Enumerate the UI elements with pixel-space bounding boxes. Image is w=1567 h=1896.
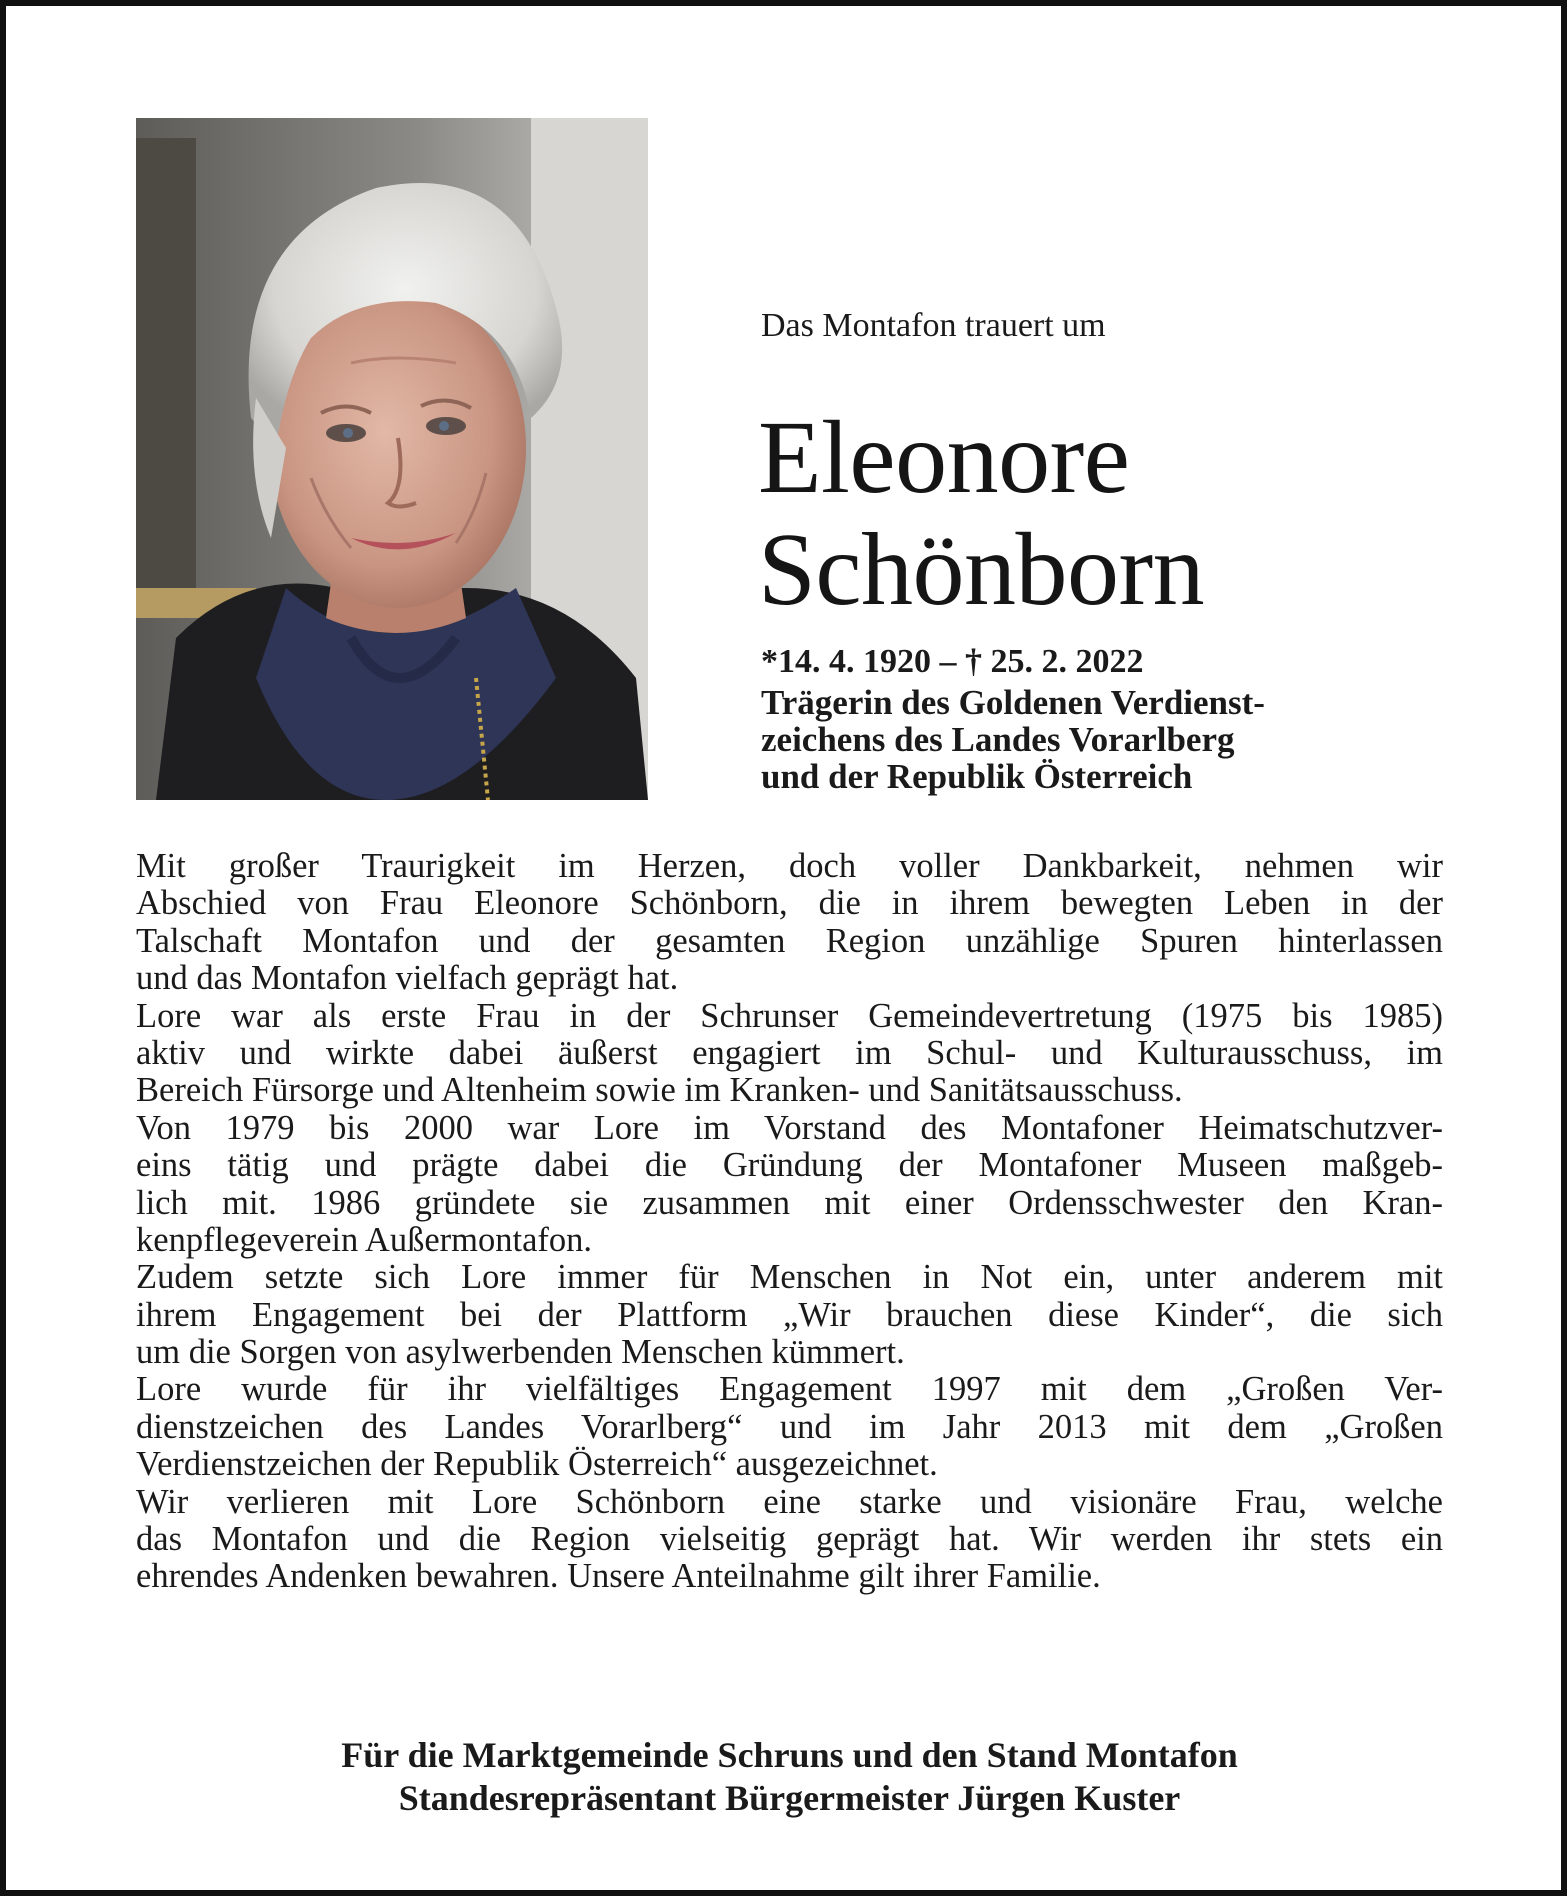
body-line: Wir verlieren mit Lore Schönborn eine starke und visionäre Frau, welche xyxy=(136,1482,1443,1521)
body-line: um die Sorgen von asylwerbenden Menschen kümmert. xyxy=(136,1333,905,1372)
deceased-name xyxy=(758,402,1204,626)
signature-line-representative: Standesrepräsentant Bürgermeister Jürgen Kuster xyxy=(398,1778,1181,1818)
portrait-illustration xyxy=(136,118,648,800)
body-line: eins tätig und prägte dabei die Gründung der Montafoner Museen maßgeb- xyxy=(136,1146,1443,1185)
award-line: und der Republik Österreich xyxy=(761,757,1193,796)
body-line: Abschied von Frau Eleonore Schönborn, die in ihrem bewegten Leben in der xyxy=(136,884,1443,923)
body-line: Verdienstzeichen der Republik Österreich“ ausgezeichnet. xyxy=(136,1445,938,1484)
name-line-last: Schönborn xyxy=(758,512,1205,627)
name-line-first: Eleonore xyxy=(758,400,1130,515)
body-line: Mit großer Traurigkeit im Herzen, doch voller Dankbarkeit, nehmen wir xyxy=(136,847,1443,885)
award-description xyxy=(761,684,1441,795)
body-line: Lore wurde für ihr vielfältiges Engagement 1997 mit dem „Großen Ver- xyxy=(136,1370,1443,1409)
body-line: Von 1979 bis 2000 war Lore im Vorstand des Montafoner Heimatschutzver- xyxy=(136,1108,1443,1147)
obituary-body xyxy=(136,848,1443,1596)
signature-block xyxy=(136,1734,1443,1820)
body-line: aktiv und wirkte dabei äußerst engagiert im Schul- und Kulturausschuss, im xyxy=(136,1033,1443,1072)
life-dates: *14. 4. 1920 – † 25. 2. 2022 xyxy=(761,643,1144,680)
award-line: Trägerin des Goldenen Verdienst- xyxy=(761,683,1265,722)
intro-line: Das Montafon trauert um xyxy=(761,307,1106,344)
body-line: und das Montafon vielfach geprägt hat. xyxy=(136,959,679,998)
body-line: lich mit. 1986 gründete sie zusammen mit einer Ordensschwester den Kran- xyxy=(136,1183,1443,1222)
body-line: ehrendes Andenken bewahren. Unsere Anteilnahme gilt ihrer Familie. xyxy=(136,1557,1101,1596)
body-line: dienstzeichen des Landes Vorarlberg“ und im Jahr 2013 mit dem „Großen xyxy=(136,1407,1443,1446)
body-line: kenpflegeverein Außermontafon. xyxy=(136,1220,592,1259)
body-line: Talschaft Montafon und der gesamten Region unzählige Spuren hinterlassen xyxy=(136,921,1443,960)
body-line: ihrem Engagement bei der Plattform „Wir brauchen diese Kinder“, die sich xyxy=(136,1295,1443,1334)
body-line: Bereich Fürsorge und Altenheim sowie im Kranken- und Sanitätsausschuss. xyxy=(136,1071,1183,1110)
signature-line-organization: Für die Marktgemeinde Schruns und den Stand Montafon xyxy=(341,1735,1238,1775)
award-line: zeichens des Landes Vorarlberg xyxy=(761,720,1235,759)
body-line: Zudem setzte sich Lore immer für Menschen in Not ein, unter anderem mit xyxy=(136,1258,1443,1297)
portrait-photo xyxy=(136,118,648,800)
body-line: das Montafon und die Region vielseitig geprägt hat. Wir werden ihr stets ein xyxy=(136,1520,1443,1559)
body-line: Lore war als erste Frau in der Schrunser Gemeindevertretung (1975 bis 1985) xyxy=(136,996,1443,1035)
